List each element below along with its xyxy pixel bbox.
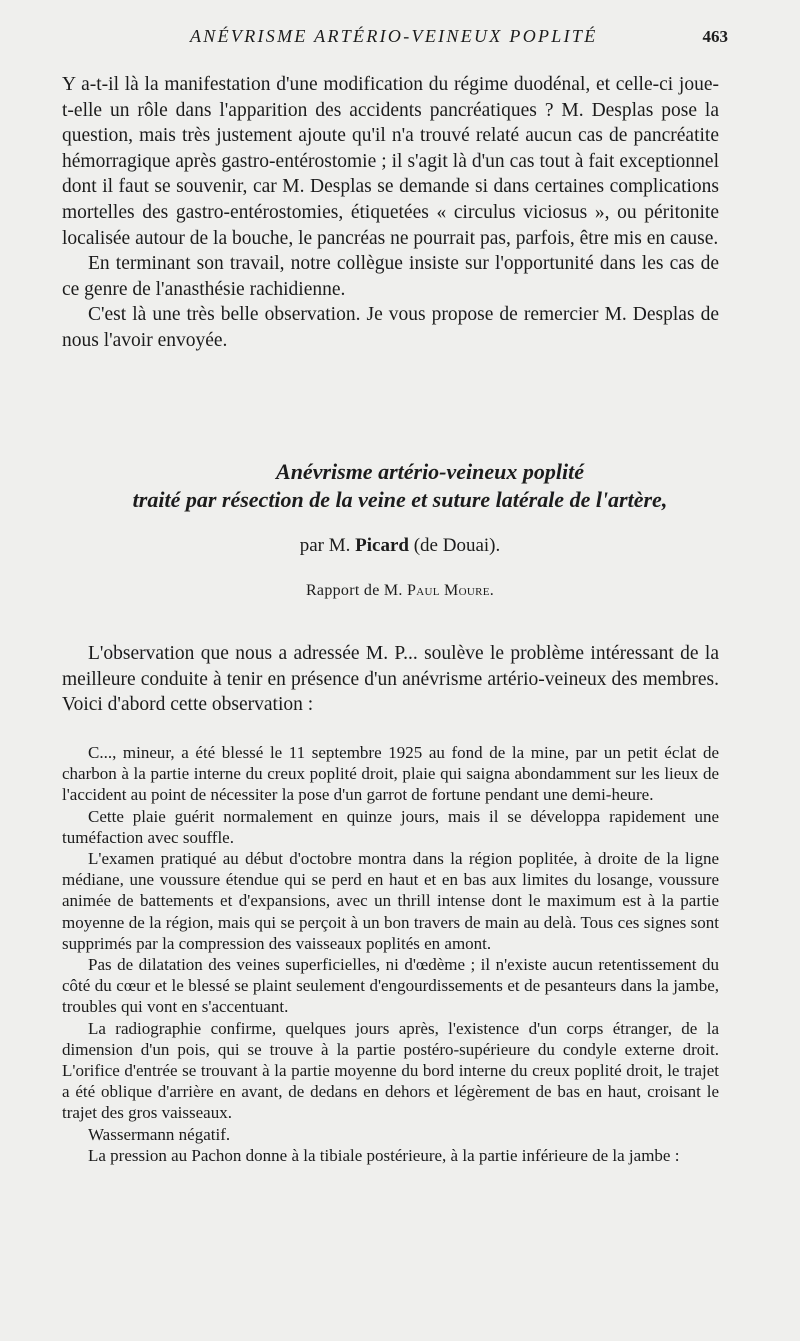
byline-prefix: par M. xyxy=(299,535,351,556)
running-title: ANÉVRISME ARTÉRIO-VEINEUX POPLITÉ xyxy=(190,26,598,46)
case-paragraph: L'examen pratiqué au début d'octobre montra dans la région poplitée, à droite de la ligne médiane, une voussure étendue qui se perd en haut et en bas aux limites du losange, voussure animée de battements et d'expansions, avec un thrill intense dont le maximum est à la partie moyenne de la région, mais qui se perçoit à un bon travers de main au delà. Tous ces signes sont supprimés par la compression des vaisseaux poplités en amont. xyxy=(62,849,719,953)
byline-suffix: (de Douai). xyxy=(413,535,501,556)
page-number: 463 xyxy=(702,27,728,46)
intro-paragraph: Y a-t-il là la manifestation d'une modification du régime duodénal, et celle-ci joue-t-elle un rôle dans l'apparition des accidents pancréatiques ? M. Desplas pose la question, mais très justement ajoute qu'il n'a trouvé relaté aucun cas de pancréatite hémorragique après gastro-entérostomie ; il s'agit là d'un cas tout à fait exceptionnel dont il faut se souvenir, car M. Desplas se demande si dans certaines complications mortelles des gastro-entérostomies, étiquetées « circulus viciosus », ou péritonite localisée autour de la bouche, le pancréas ne pourrait pas, parfois, être mis en cause. xyxy=(62,74,719,249)
article-title-line-2: traité par résection de la veine et suture latérale de l'artère, xyxy=(132,487,668,512)
lead-section xyxy=(62,641,719,718)
report-author: Paul Moure. xyxy=(407,582,495,599)
report-prefix: Rapport de M. xyxy=(305,582,403,599)
intro-section xyxy=(62,72,719,354)
case-paragraph: La pression au Pachon donne à la tibiale postérieure, à la partie inférieure de la jambe : xyxy=(88,1145,680,1165)
lead-paragraph: L'observation que nous a adressée M. P... soulève le problème intéressant de la meilleure conduite à tenir en présence d'un anévrisme artério-veineux des membres. Voici d'abord cette observation : xyxy=(62,643,719,716)
intro-paragraph: En terminant son travail, notre collègue insiste sur l'opportunité dans les cas de ce genre de l'anasthésie rachidienne. xyxy=(62,253,719,300)
case-paragraph: Cette plaie guérit normalement en quinze jours, mais il se développa rapidement une tuméfaction avec souffle. xyxy=(62,806,719,847)
case-paragraph: Wassermann négatif. xyxy=(88,1124,231,1144)
case-paragraph: Pas de dilatation des veines superficielles, ni d'œdème ; il n'existe aucun retentissement du côté du cœur et le blessé se plaint seulement d'engourdissements et de pesanteurs dans la jambe, troubles qui vont en s'accentuant. xyxy=(62,955,719,1017)
report-attribution xyxy=(0,582,800,600)
article-title-line-1: Anévrisme artério-veineux poplité xyxy=(276,459,584,484)
case-paragraph: La radiographie confirme, quelques jours après, l'existence d'un corps étranger, de la dimension d'un pois, qui se trouve à la partie postéro-supérieure du condyle externe droit. L'orifice d'entrée se trouvant à la partie moyenne du bord interne du creux poplité droit, le trajet a été oblique d'arrière en avant, de dedans en dehors et légèrement de bas en haut, croisant le trajet des gros vaisseaux. xyxy=(62,1018,719,1123)
article-title xyxy=(40,458,760,514)
running-head xyxy=(0,26,800,56)
case-report xyxy=(62,742,719,1166)
case-paragraph: C..., mineur, a été blessé le 11 septembre 1925 au fond de la mine, par un petit éclat de charbon à la partie interne du creux poplité droit, plaie qui saigna abondamment sur les lieux de l'accident au point de nécessiter la pose d'un garrot de fortune pendant une demi-heure. xyxy=(62,743,719,805)
byline-author: Picard xyxy=(355,535,409,556)
byline xyxy=(0,535,800,557)
intro-paragraph: C'est là une très belle observation. Je vous propose de remercier M. Desplas de nous l'avoir envoyée. xyxy=(62,304,719,351)
